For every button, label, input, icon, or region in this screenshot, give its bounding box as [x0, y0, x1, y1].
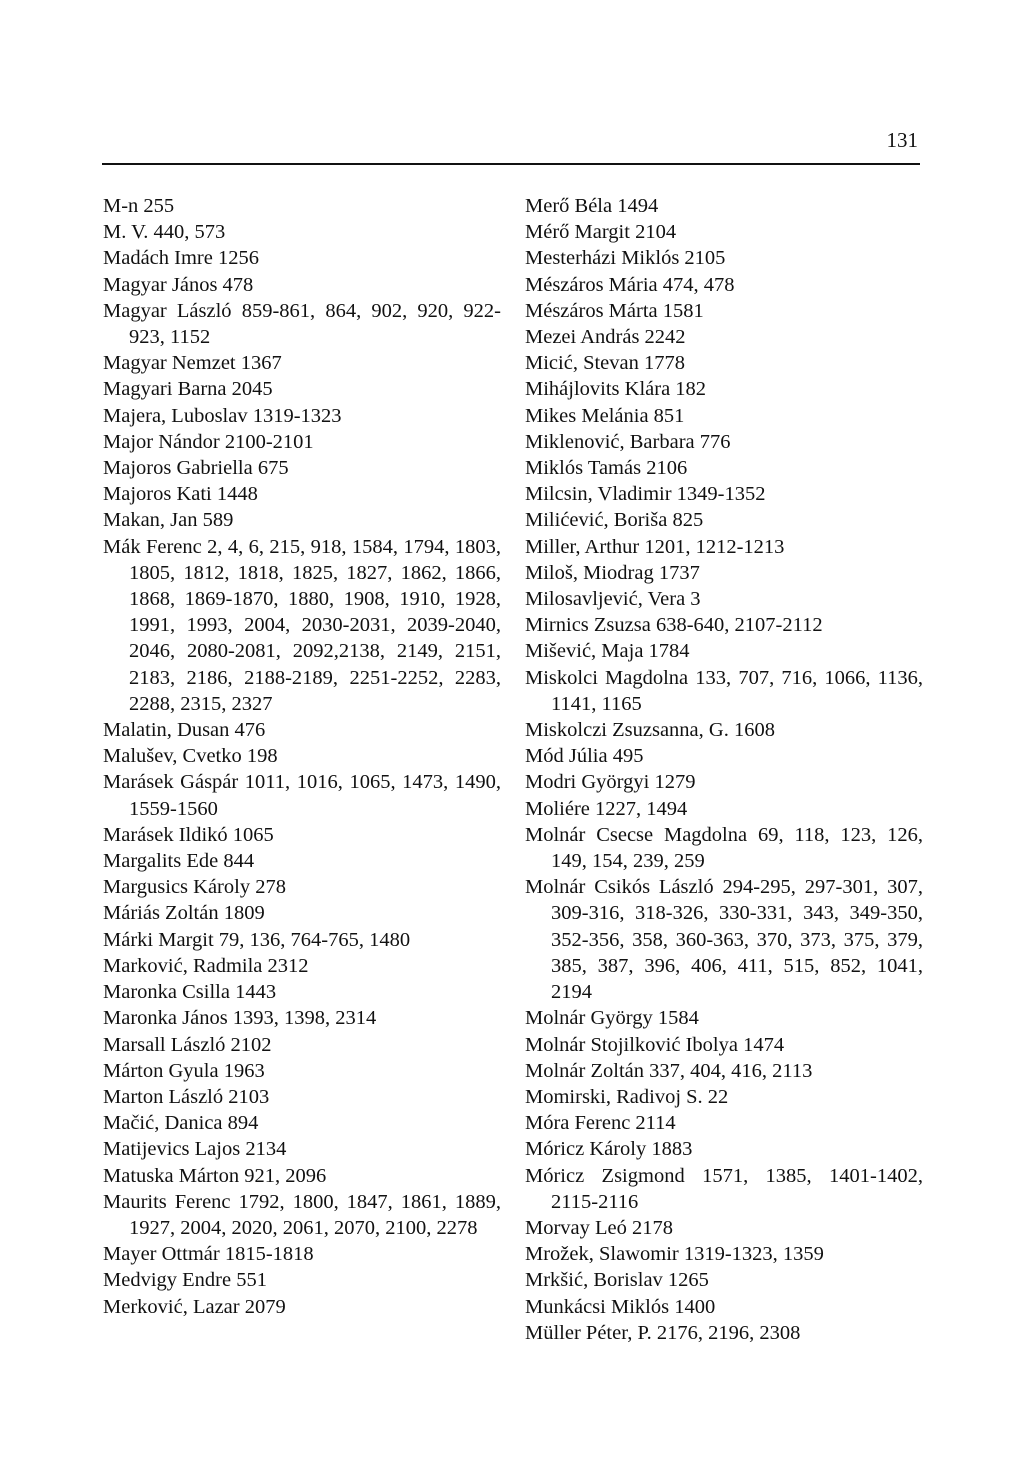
index-entry: Makan, Jan 589	[103, 509, 234, 532]
index-entry: Malušev, Cvetko 198	[103, 745, 278, 768]
index-entry: Máriás Zoltán 1809	[103, 902, 265, 925]
index-entry: Majoros Gabriella 675	[103, 457, 289, 480]
index-entry: Magyar Nemzet 1367	[103, 352, 282, 375]
index-entry: Marton László 2103	[103, 1085, 270, 1108]
index-entry: Micić, Stevan 1778	[525, 352, 685, 375]
index-entry: Miklenović, Barbara 776	[525, 430, 731, 453]
header-rule	[102, 163, 920, 165]
index-entry: Matuska Márton 921, 2096	[103, 1164, 327, 1187]
index-entry: Munkácsi Miklós 1400	[525, 1295, 716, 1318]
index-entry: M-n 255	[103, 195, 175, 217]
index-entry: Molnár Csecse Magdolna 69, 118, 123, 126, 149, 154, 239, 259	[525, 823, 923, 873]
index-entry: Mrožek, Slawomir 1319-1323, 1359	[525, 1243, 824, 1266]
index-entry: Madách Imre 1256	[103, 247, 259, 270]
index-entry: Milosavljević, Vera 3	[525, 588, 701, 611]
index-entry: Maronka Csilla 1443	[103, 981, 277, 1004]
index-entry: Magyari Barna 2045	[103, 378, 273, 401]
index-entry: Maronka János 1393, 1398, 2314	[103, 1007, 377, 1030]
index-entry: Mikes Melánia 851	[525, 404, 685, 427]
index-entry: Móra Ferenc 2114	[525, 1112, 676, 1135]
index-entry: Marsall László 2102	[103, 1033, 272, 1056]
page-number: 131	[886, 128, 918, 152]
index-entry: Margusics Károly 278	[103, 876, 286, 899]
index-entry: Mészáros Mária 474, 478	[525, 273, 735, 296]
index-entry: Milićević, Boriša 825	[525, 509, 704, 532]
index-entry: Mezei András 2242	[525, 326, 686, 349]
index-entry: Mrkšić, Borislav 1265	[525, 1269, 709, 1292]
index-column-left	[103, 193, 501, 1320]
index-entry: Malatin, Dusan 476	[103, 719, 266, 742]
index-entry: Móricz Zsigmond 1571, 1385, 1401-1402, 2115-2116	[525, 1164, 923, 1213]
index-entry: Miller, Arthur 1201, 1212-1213	[525, 535, 785, 558]
index-entry: Mayer Ottmár 1815-1818	[103, 1243, 314, 1266]
index-entry: Miklós Tamás 2106	[525, 457, 688, 480]
index-entry: Mérő Margit 2104	[525, 221, 677, 244]
index-entry: Magyar János 478	[103, 273, 254, 296]
index-entry: Moliére 1227, 1494	[525, 797, 688, 820]
index-entry: Molnár György 1584	[525, 1007, 699, 1030]
index-entry: Miskolczi Zsuzsanna, G. 1608	[525, 719, 775, 742]
index-entry: Mirnics Zsuzsa 638-640, 2107-2112	[525, 614, 823, 637]
index-entry: Molnár Stojilković Ibolya 1474	[525, 1033, 785, 1056]
index-entry: Marásek Gáspár 1011, 1016, 1065, 1473, 1490, 1559-1560	[103, 771, 501, 820]
index-column-right	[525, 193, 923, 1346]
index-entry: Miskolci Magdolna 133, 707, 716, 1066, 1136, 1141, 1165	[525, 666, 923, 715]
index-entry: Miloš, Miodrag 1737	[525, 561, 700, 584]
index-entry: Móricz Károly 1883	[525, 1138, 693, 1161]
index-entry: Márki Margit 79, 136, 764-765, 1480	[103, 928, 411, 951]
index-entry: Márton Gyula 1963	[103, 1059, 265, 1082]
index-entry: M. V. 440, 573	[103, 221, 226, 244]
index-entry: Mesterházi Miklós 2105	[525, 247, 726, 270]
index-entry: Molnár Csikós László 294-295, 297-301, 307, 309-316, 318-326, 330-331, 343, 349-350, 352-356, 358, 360-363, 370, 373, 375, 379, 385, 387, 396, 406, 411, 515, 852, 1041, 2194	[525, 876, 923, 1004]
index-entry: Marković, Radmila 2312	[103, 954, 309, 977]
index-entry: Maurits Ferenc 1792, 1800, 1847, 1861, 1889, 1927, 2004, 2020, 2061, 2070, 2100, 2278	[103, 1190, 501, 1239]
index-entry: Majoros Kati 1448	[103, 483, 258, 506]
index-entry: Mihájlovits Klára 182	[525, 378, 707, 401]
index-entry: Müller Péter, P. 2176, 2196, 2308	[525, 1321, 801, 1344]
index-entry: Merő Béla 1494	[525, 195, 659, 217]
index-entry: Morvay Leó 2178	[525, 1216, 674, 1239]
index-entry: Molnár Zoltán 337, 404, 416, 2113	[525, 1059, 813, 1082]
index-entry: Mód Júlia 495	[525, 745, 644, 768]
index-entry: Margalits Ede 844	[103, 850, 255, 873]
index-entry: Major Nándor 2100-2101	[103, 430, 314, 453]
index-entry: Marásek Ildikó 1065	[103, 823, 274, 846]
index-entry: Mészáros Márta 1581	[525, 299, 704, 322]
index-entry: Majera, Luboslav 1319-1323	[103, 404, 342, 427]
index-entry: Merković, Lazar 2079	[103, 1295, 286, 1318]
index-entry: Magyar László 859-861, 864, 902, 920, 922-923, 1152	[103, 299, 501, 349]
index-entry: Matijevics Lajos 2134	[103, 1138, 287, 1161]
index-entry: Medvigy Endre 551	[103, 1269, 267, 1292]
index-entry: Momirski, Radivoj S. 22	[525, 1085, 729, 1108]
index-entry: Modri Györgyi 1279	[525, 771, 696, 794]
index-entry: Mačić, Danica 894	[103, 1112, 259, 1135]
index-entry: Mák Ferenc 2, 4, 6, 215, 918, 1584, 1794, 1803, 1805, 1812, 1818, 1825, 1827, 1862, 1866, 1868, 1869-1870, 1880, 1908, 1910, 1928, 1991, 1993, 2004, 2030-2031, 2039-2040, 2046, 2080-2081, 2092,2138, 2149, 2151, 2183, 2186, 2188-2189, 2251-2252, 2283, 2288, 2315, 2327	[103, 535, 501, 715]
index-entry: Mišević, Maja 1784	[525, 640, 690, 663]
index-entry: Milcsin, Vladimir 1349-1352	[525, 483, 766, 506]
